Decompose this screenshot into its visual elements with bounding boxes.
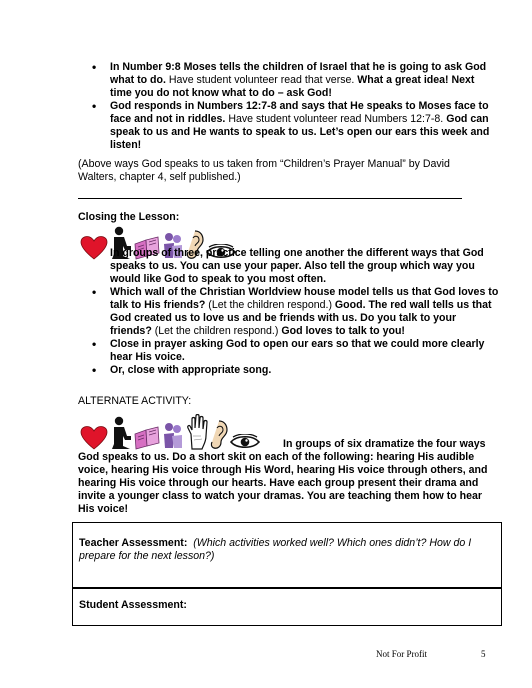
- bullet-bold-text: Good. The red wall tells us that God created us to love us and be friends with us. Do you talk to your friends?: [110, 299, 492, 337]
- bullet-bold-text: Or, close with appropriate song.: [110, 364, 272, 376]
- list-item: [80, 100, 492, 152]
- list-item: [80, 286, 500, 338]
- closing-heading-text: Closing the Lesson:: [78, 211, 180, 223]
- closing-intro-text: In groups of three, practice telling one another the different ways that God speaks to us. You can use your paper. Also tell the group which way you would like God to speak to you most often.: [110, 247, 484, 285]
- bullet-bold-text: God loves to talk to you!: [281, 325, 405, 337]
- student-assessment-box[interactable]: [72, 588, 502, 626]
- bullet-text: (Let the children respond.): [151, 325, 282, 337]
- top-bullet-list: [80, 61, 492, 152]
- teacher-assessment-label: Teacher Assessment:: [79, 537, 188, 549]
- bullet-bold-text: Close in prayer asking God to open our ears so that we could more clearly hear His voice.: [110, 338, 485, 363]
- page-number: 5: [481, 649, 486, 659]
- closing-bullet-list: [80, 286, 500, 377]
- bullet-text: (Let the children respond.): [205, 299, 335, 311]
- section-divider: [78, 198, 462, 199]
- bullet-text: Have student volunteer read Numbers 12:7-8.: [225, 113, 447, 125]
- bullet-bold-text: God can speak to us and He wants to speak to us. Let’s open our ears this week and listen!: [110, 113, 490, 151]
- closing-heading: [78, 211, 498, 224]
- bullet-text: Have student volunteer read that verse.: [165, 74, 358, 86]
- student-assessment-content: [73, 589, 501, 622]
- alternate-text: [78, 438, 498, 516]
- bullet-bold-text: In Number 9:8 Moses tells the children of Israel that he is going to ask God what to do.: [110, 61, 487, 86]
- list-item: [80, 364, 500, 377]
- alternate-heading: ALTERNATE ACTIVITY:: [78, 395, 192, 407]
- bullet-bold-text: Which wall of the Christian Worldview house model tells us that God loves to talk to His friends?: [110, 286, 499, 311]
- list-item: [80, 338, 500, 364]
- teacher-assessment-content: [73, 523, 501, 577]
- alternate-text-body: In groups of six dramatize the four ways God speaks to us. Do a short skit on each of the following: hearing His audible voice, hearing His voice through His Word, hearing His voice through others, and hearing His voice through our hearts. Have each group present their drama and invite a younger class to watch your dramas. You are teaching them how to hear His voice!: [78, 438, 488, 515]
- footer-text: Not For Profit: [376, 649, 428, 659]
- student-assessment-label: Student Assessment:: [79, 599, 187, 611]
- list-item: [80, 61, 492, 100]
- closing-intro: [110, 247, 500, 286]
- heart-icon: [80, 236, 108, 260]
- bullet-bold-text: What a great idea! Next time you do not know what to do – ask God!: [110, 74, 475, 99]
- teacher-assessment-box[interactable]: [72, 522, 502, 588]
- bullet-bold-text: God responds in Numbers 12:7-8 and says that He speaks to Moses face to face and not in riddles.: [110, 100, 489, 125]
- teacher-assessment-prompt: (Which activities worked well? Which ones didn’t? How do I prepare for the next lesson?): [79, 537, 472, 562]
- source-note: (Above ways God speaks to us taken from “Children’s Prayer Manual” by David Walters, chapter 4, self published.): [78, 158, 450, 183]
